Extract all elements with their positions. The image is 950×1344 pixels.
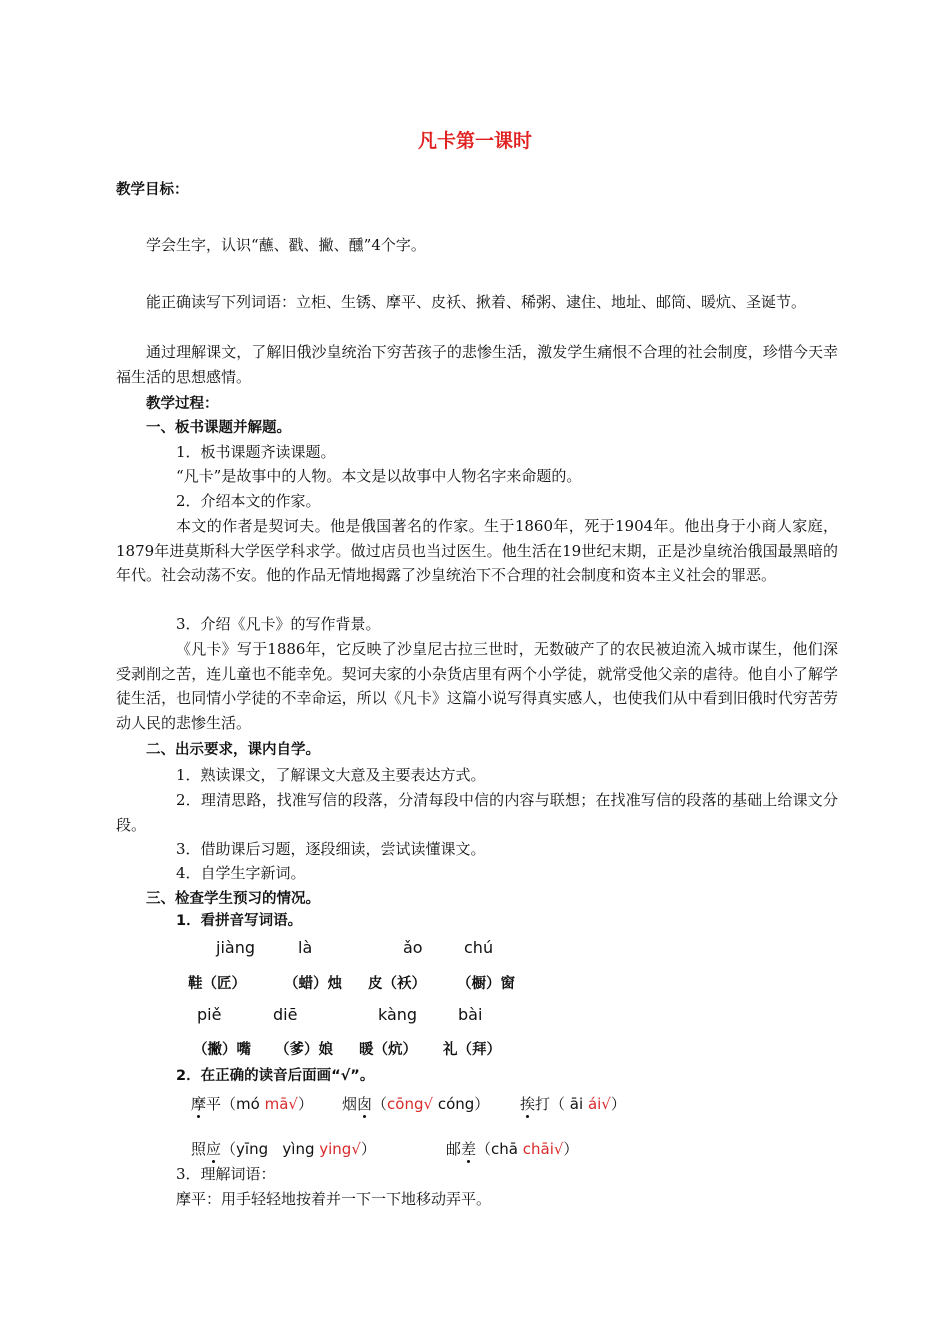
word-char: 打 [535,1095,551,1113]
dotted-char: 挨 [520,1095,536,1113]
dotted-char: 差 [461,1140,477,1158]
answer-word: 皮（袄） [368,976,426,992]
section-1-heading: 一、板书课题并解题。 [146,420,291,436]
pinyin: kàng [378,1005,418,1024]
section-2-heading: 二、出示要求，课内自学。 [146,742,320,758]
reading-item [342,1093,489,1114]
pinyin: ǎo [403,938,423,957]
answer-word: （橱）窗 [457,976,515,992]
correct-reading: chāi√ [522,1140,564,1158]
pinyin: piě [197,1005,222,1024]
dotted-char: 应 [206,1140,222,1158]
section-1-note: “凡卡”是故事中的人物。本文是以故事中人物名字来命题的。 [176,467,582,485]
question-1-label: 1．看拼音写词语。 [176,913,303,929]
bracket: ） [563,1140,579,1158]
section-2-item-3: 3．借助课后习题，逐段细读，尝试读懂课文。 [176,840,486,858]
question-2-label: 2．在正确的读音后面画“√”。 [176,1068,375,1084]
answer-word: 鞋（匠） [188,976,246,992]
section-2-item-1: 1．熟读课文，了解课文大意及主要表达方式。 [176,766,486,784]
reading-item [520,1093,626,1114]
bracket: ） [297,1095,313,1113]
pinyin: diē [273,1005,298,1024]
reading-options: （yīng yìng [221,1140,320,1158]
word-char: 邮 [446,1140,462,1158]
bracket: ） [360,1140,376,1158]
section-2-item-4: 4．自学生字新词。 [176,864,306,882]
reading-item [191,1138,376,1159]
objective-1: 学会生字，认识“蘸、戳、撇、醺”4个字。 [146,236,426,254]
answer-word: 暖（炕） [359,1042,417,1058]
word-char: 烟 [342,1095,358,1113]
word-definition: 摩平：用手轻轻地按着并一下一下地移动弄平。 [176,1190,492,1208]
answer-word: （爹）娘 [275,1042,333,1058]
section-3-heading: 三、检查学生预习的情况。 [146,891,320,907]
objectives-heading: 教学目标： [116,182,189,198]
bracket: ） [610,1095,626,1113]
pinyin: là [298,938,313,957]
correct-reading: ái√ [587,1095,611,1113]
answer-word: 礼（拜） [443,1042,501,1058]
dotted-char: 囱 [357,1095,373,1113]
dotted-char: 摩 [191,1095,207,1113]
word-char: 照 [191,1140,207,1158]
pinyin: bài [458,1005,483,1024]
reading-item [446,1138,578,1159]
page-title: 凡卡第一课时 [417,130,532,152]
process-heading: 教学过程： [146,396,219,412]
correct-reading: ying√ [319,1140,361,1158]
pinyin: chú [464,938,494,957]
answer-word: （撇）嘴 [193,1042,251,1058]
reading-options: （ āi [550,1095,588,1113]
answer-word: （蜡）烛 [284,976,342,992]
reading-options: （chā [476,1140,523,1158]
reading-options: cóng） [433,1095,490,1113]
question-3-label: 3．理解词语： [176,1165,276,1183]
author-paragraph: 本文的作者是契诃夫。他是俄国著名的作家。生于1860年，死于1904年。他出身于小商人家庭，1879年进莫斯科大学医学科求学。做过店员也当过医生。他生活在19世纪末期，正是沙皇统治俄国最黑暗的年代。社会动荡不安。他的作品无情地揭露了沙皇统治下不合理的社会制度和资本主义社会的罪恶。 [116,517,838,584]
section-1-item-2: 2．介绍本文的作家。 [176,492,321,510]
objective-3: 通过理解课文，了解旧俄沙皇统治下穷苦孩子的悲惨生活，激发学生痛恨不合理的社会制度，珍惜今天幸福生活的思想感情。 [116,343,838,386]
correct-reading: cōng√ [387,1095,434,1113]
section-2-item-2: 2．理清思路，找准写信的段落，分清每段中信的内容与联想；在找准写信的段落的基础上给课文分段。 [116,791,838,834]
section-1-item-1: 1．板书课题齐读课题。 [176,443,336,461]
pinyin: jiàng [216,938,255,957]
correct-reading: mā√ [264,1095,298,1113]
bracket: （ [372,1095,388,1113]
reading-item [191,1093,313,1114]
section-1-item-3: 3．介绍《凡卡》的写作背景。 [176,615,381,633]
background-paragraph: 《凡卡》写于1886年，它反映了沙皇尼古拉三世时，无数破产了的农民被迫流入城市谋生，他们深受剥削之苦，连儿童也不能幸免。契诃夫家的小杂货店里有两个小学徒，就常受他父亲的虐待。他自小了解学徒生活，也同情小学徒的不幸命运，所以《凡卡》这篇小说写得真实感人，也使我们从中看到旧俄时代穷苦劳动人民的悲惨生活。 [116,640,838,732]
objective-2: 能正确读写下列词语：立柜、生锈、摩平、皮袄、揪着、稀粥、逮住、地址、邮筒、暖炕、圣诞节。 [146,293,807,311]
reading-options: 平（mó [206,1095,265,1113]
